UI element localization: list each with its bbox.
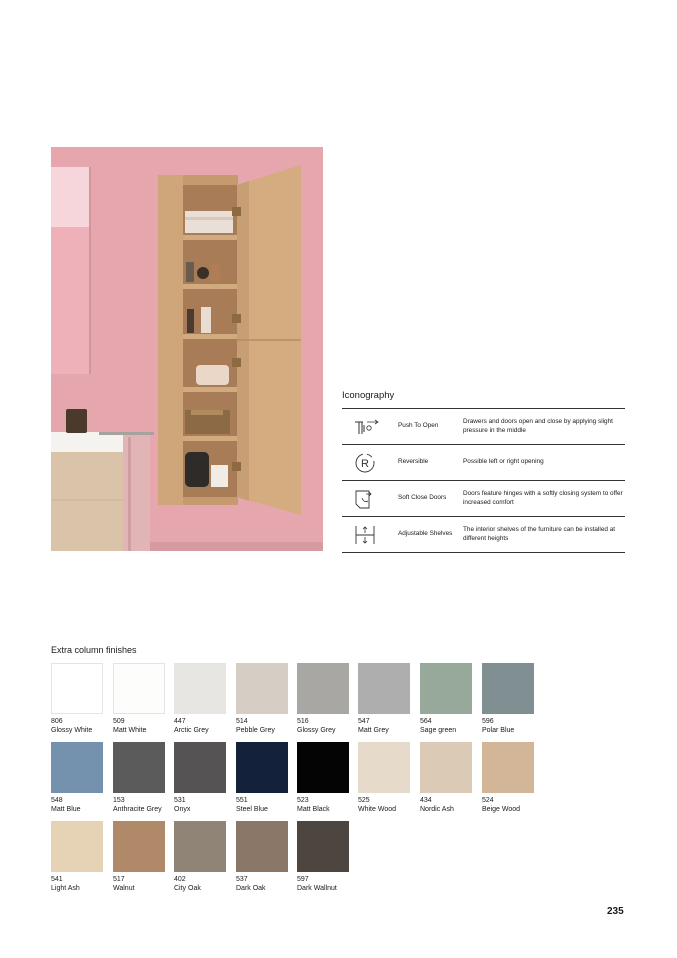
cabinet-photo bbox=[51, 147, 323, 551]
finish-name: Walnut bbox=[113, 885, 135, 892]
adjustable-shelves-icon bbox=[342, 524, 398, 546]
finish-code: 537 bbox=[236, 876, 248, 883]
finish-swatch bbox=[236, 742, 289, 813]
iconography-row bbox=[342, 445, 625, 481]
finish-color-chip bbox=[297, 821, 349, 872]
finish-swatch bbox=[482, 742, 535, 813]
finish-name: Glossy Grey bbox=[297, 727, 336, 734]
finish-color-chip bbox=[174, 821, 226, 872]
finish-color-chip bbox=[51, 821, 103, 872]
finish-color-chip bbox=[482, 742, 534, 793]
finish-name: Onyx bbox=[174, 806, 191, 813]
finish-swatch bbox=[358, 663, 411, 734]
finish-swatch bbox=[236, 821, 289, 892]
finish-name: Steel Blue bbox=[236, 806, 268, 813]
finish-name: Polar Blue bbox=[482, 727, 515, 734]
finish-swatch bbox=[174, 742, 227, 813]
finish-name: White Wood bbox=[358, 806, 396, 813]
finish-code: 564 bbox=[420, 718, 432, 725]
finish-color-chip bbox=[420, 742, 472, 793]
iconography-name: Soft Close Doors bbox=[398, 494, 447, 502]
finish-swatch bbox=[482, 663, 535, 734]
finish-color-chip bbox=[113, 742, 165, 793]
finish-code: 523 bbox=[297, 797, 309, 804]
finish-name: Matt White bbox=[113, 727, 147, 734]
finish-code: 524 bbox=[482, 797, 494, 804]
iconography-name: Reversible bbox=[398, 458, 429, 466]
finish-code: 434 bbox=[420, 797, 432, 804]
finish-code: 402 bbox=[174, 876, 186, 883]
finish-code: 551 bbox=[236, 797, 248, 804]
finishes-title: Extra column finishes bbox=[51, 645, 137, 655]
finish-code: 596 bbox=[482, 718, 494, 725]
finish-name: Matt Black bbox=[297, 806, 330, 813]
finish-name: Nordic Ash bbox=[420, 806, 454, 813]
finish-color-chip bbox=[420, 663, 472, 714]
finish-swatch bbox=[51, 821, 104, 892]
finish-code: 514 bbox=[236, 718, 248, 725]
iconography-desc: The interior shelves of the furniture can be installed at different heights bbox=[463, 526, 616, 542]
finish-color-chip bbox=[236, 821, 288, 872]
finish-color-chip bbox=[297, 663, 349, 714]
finishes-section bbox=[51, 645, 137, 657]
soft-close-icon bbox=[342, 488, 398, 510]
finish-name: Beige Wood bbox=[482, 806, 521, 813]
finish-swatch bbox=[420, 742, 473, 813]
finish-color-chip bbox=[236, 663, 288, 714]
finish-swatch bbox=[420, 663, 473, 734]
finish-code: 597 bbox=[297, 876, 309, 883]
iconography-section bbox=[342, 390, 625, 553]
finish-swatch bbox=[113, 663, 166, 734]
finish-swatch bbox=[174, 821, 227, 892]
iconography-row bbox=[342, 517, 625, 553]
finish-color-chip bbox=[51, 663, 103, 714]
finish-swatch bbox=[113, 742, 166, 813]
finish-name: Light Ash bbox=[51, 885, 80, 892]
iconography-name: Push To Open bbox=[398, 422, 439, 430]
finish-code: 548 bbox=[51, 797, 63, 804]
iconography-desc: Possible left or right opening bbox=[463, 458, 544, 466]
finish-color-chip bbox=[236, 742, 288, 793]
svg-text:R: R bbox=[361, 457, 369, 470]
finish-name: Pebble Grey bbox=[236, 727, 275, 734]
iconography-row bbox=[342, 409, 625, 445]
finish-name: City Oak bbox=[174, 885, 201, 892]
finish-color-chip bbox=[482, 663, 534, 714]
iconography-row bbox=[342, 481, 625, 517]
iconography-title: Iconography bbox=[342, 390, 395, 401]
finish-code: 806 bbox=[51, 718, 63, 725]
iconography-name: Adjustable Shelves bbox=[398, 530, 453, 538]
finish-color-chip bbox=[51, 742, 103, 793]
finish-name: Dark Oak bbox=[236, 885, 266, 892]
reversible-icon bbox=[342, 452, 398, 474]
finish-color-chip bbox=[358, 742, 410, 793]
finish-swatch bbox=[51, 663, 104, 734]
finish-swatch bbox=[51, 742, 104, 813]
iconography-desc: Drawers and doors open and close by applying slight pressure in the middle bbox=[463, 418, 613, 434]
finish-code: 447 bbox=[174, 718, 186, 725]
finish-color-chip bbox=[174, 742, 226, 793]
finish-code: 153 bbox=[113, 797, 125, 804]
finish-code: 531 bbox=[174, 797, 186, 804]
finish-code: 547 bbox=[358, 718, 370, 725]
finish-code: 541 bbox=[51, 876, 63, 883]
finish-name: Anthracite Grey bbox=[113, 806, 162, 813]
finish-swatch bbox=[297, 742, 350, 813]
finish-code: 517 bbox=[113, 876, 125, 883]
finish-color-chip bbox=[297, 742, 349, 793]
finish-color-chip bbox=[174, 663, 226, 714]
push-to-open-icon bbox=[342, 418, 398, 436]
finish-color-chip bbox=[358, 663, 410, 714]
iconography-desc: Doors feature hinges with a softly closing system to offer increased comfort bbox=[463, 490, 623, 506]
finish-color-chip bbox=[113, 821, 165, 872]
finish-name: Sage green bbox=[420, 727, 457, 734]
finish-color-chip bbox=[113, 663, 165, 714]
finish-swatch bbox=[297, 821, 350, 892]
finish-name: Arctic Grey bbox=[174, 727, 209, 734]
iconography-table bbox=[342, 408, 625, 553]
finish-code: 516 bbox=[297, 718, 309, 725]
finish-name: Glossy White bbox=[51, 727, 93, 734]
finish-swatch bbox=[297, 663, 350, 734]
page-number: 235 bbox=[607, 906, 624, 917]
finish-swatch bbox=[358, 742, 411, 813]
finish-code: 509 bbox=[113, 718, 125, 725]
finish-swatch bbox=[236, 663, 289, 734]
finish-swatch bbox=[174, 663, 227, 734]
finish-name: Dark Wallnut bbox=[297, 885, 337, 892]
finish-swatch bbox=[113, 821, 166, 892]
finish-code: 525 bbox=[358, 797, 370, 804]
finish-name: Matt Blue bbox=[51, 806, 81, 813]
finish-name: Matt Grey bbox=[358, 727, 389, 734]
